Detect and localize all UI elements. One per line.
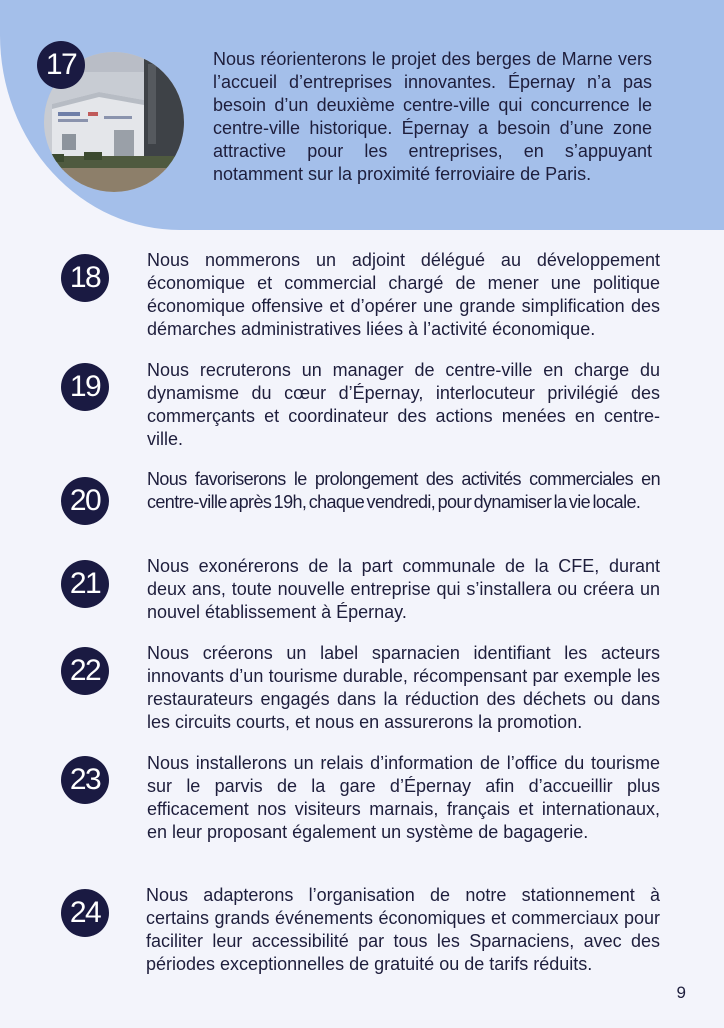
measure-text: Nous créerons un label sparnacien identifiant les acteurs innovants d’un tourisme durable, récompensant par exemple les restaurateurs engagés dans la réduction des déchets ou dans les circuits courts, et nous en assurerons la promotion. [147, 643, 660, 732]
measure-number-badge: 24 [61, 889, 109, 937]
measure-number-badge: 21 [61, 560, 109, 608]
measure-number-badge: 17 [37, 41, 85, 89]
measure-number-badge: 23 [61, 756, 109, 804]
measure-text: Nous installerons un relais d’information de l’office du tourisme sur le parvis de la gare d’Épernay afin d’accueillir plus efficacement nos visiteurs marnais, français et internationaux, en leur proposant également un système de bagagerie. [147, 753, 660, 842]
measure-text: Nous adapterons l’organisation de notre stationnement à certains grands événements économiques et commerciaux pour faciliter leur accessibilité par tous les Sparnaciens, avec des périodes exceptionnelles de gratuité ou de tarifs réduits. [146, 885, 660, 974]
measure-text: Nous recruterons un manager de centre-ville en charge du dynamisme du cœur d’Épernay, interlocuteur privilégié des commerçants et coordinateur des actions menées en centre-ville. [147, 360, 660, 449]
measure-text: Nous favoriserons le prolongement des activités commerciales en centre-ville après 19h, chaque vendredi, pour dynamiser la vie locale. [147, 469, 660, 512]
measure-number-badge: 18 [61, 254, 109, 302]
measure-text: Nous réorienterons le projet des berges de Marne vers l’accueil d’entreprises innovantes. Épernay n’a pas besoin d’un deuxième centre-ville qui concurrence le centre-ville historique. Épernay a besoin d’une zone attractive pour les entreprises, en s’appuyant notamment sur la proximité ferroviaire de Paris. [213, 49, 652, 184]
measure-number-badge: 19 [61, 363, 109, 411]
measure-text: Nous exonérerons de la part communale de la CFE, durant deux ans, toute nouvelle entreprise qui s’installera ou créera un nouvel établissement à Épernay. [147, 556, 660, 622]
measure-number-badge: 22 [61, 647, 109, 695]
measure-text: Nous nommerons un adjoint délégué au développement économique et commercial chargé de mener une politique économique offensive et d’opérer une grande simplification des démarches administratives liées à l’activité économique. [147, 250, 660, 339]
page-number: 9 [676, 983, 686, 1002]
measure-number-badge: 20 [61, 477, 109, 525]
